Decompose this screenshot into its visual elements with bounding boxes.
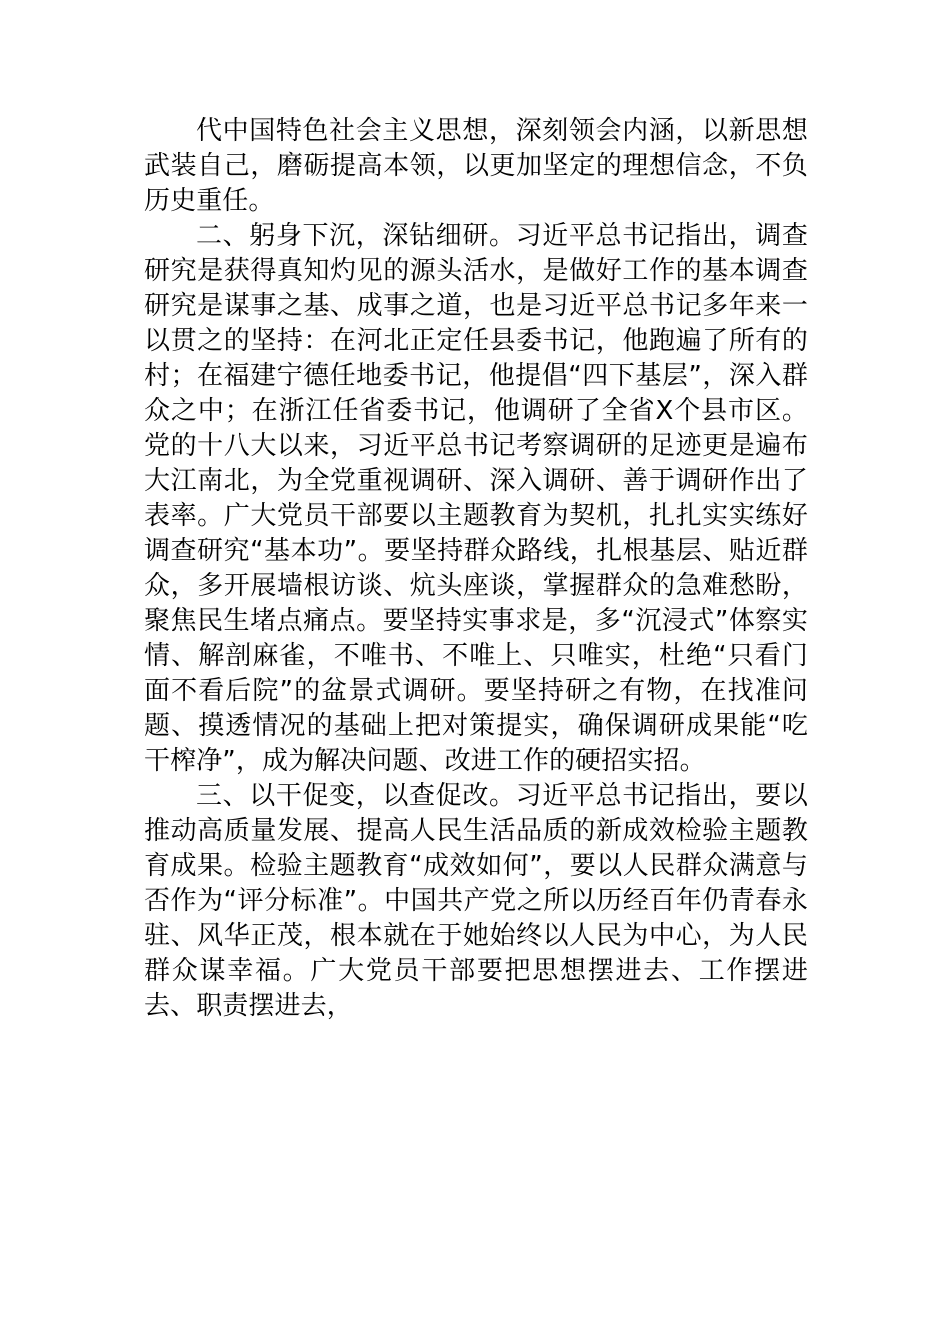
- paragraph-continuation: 代中国特色社会主义思想，深刻领会内涵，以新思想武装自己，磨砺提高本领，以更加坚定的理想信念，不负历史重任。: [144, 116, 808, 216]
- paragraph-section-two: 二、躬身下沉，深钻细研。习近平总书记指出，调查研究是获得真知灼见的源头活水，是做好工作的基本调查研究是谋事之基、成事之道，也是习近平总书记多年来一以贯之的坚持：在河北正定任县委书记，他跑遍了所有的村；在福建宁德任地委书记，他提倡“四下基层”，深入群众之中；在浙江任省委书记，他调研了全省X个县市区。党的十八大以来，习近平总书记考察调研的足迹更是遍布大江南北，为全党重视调研、深入调研、善于调研作出了表率。广大党员干部要以主题教育为契机，扎扎实实练好调查研究“基本功”。要坚持群众路线，扎根基层、贴近群众，多开展墙根访谈、炕头座谈，掌握群众的急难愁盼，聚焦民生堵点痛点。要坚持实事求是，多“沉浸式”体察实情、解剖麻雀，不唯书、不唯上、只唯实，杜绝“只看门面不看后院”的盆景式调研。要坚持研之有物，在找准问题、摸透情况的基础上把对策提实，确保调研成果能“吃干榨净”，成为解决问题、改进工作的硬招实招。: [144, 221, 808, 776]
- paragraph-section-three: 三、以干促变，以查促改。习近平总书记指出，要以推动高质量发展、提高人民生活品质的新成效检验主题教育成果。检验主题教育“成效如何”，要以人民群众满意与否作为“评分标准”。中国共产党之所以历经百年仍青春永驻、风华正茂，根本就在于她始终以人民为中心，为人民群众谋幸福。广大党员干部要把思想摆进去、工作摆进去、职责摆进去，: [144, 781, 808, 1021]
- document-body: [144, 114, 808, 1024]
